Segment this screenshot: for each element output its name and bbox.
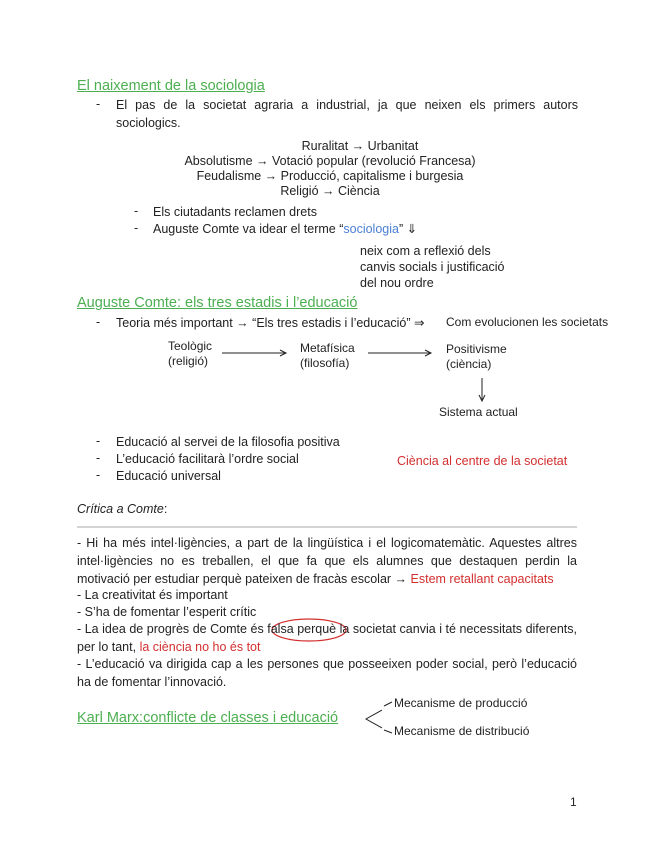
bullet-dash: - [96,468,101,482]
side-note: Ciència al centre de la societat [397,454,568,468]
bullet-comte: L’educació facilitarà l’ordre social [116,452,299,466]
stage-sub: (religió) [168,354,209,368]
marx-branch-tick [384,702,392,706]
transition-line: Ruralitat → Urbanitat [301,139,419,153]
bullet-dash: - [96,434,101,448]
bullet-comte: Educació al servei de la filosofia positiva [116,435,340,449]
note-line: neix com a reflexió dels [360,244,491,258]
transition-line: Feudalisme → Producció, capitalisme i burgesia [196,169,464,183]
critica-p4: - La idea de progrès de Comte és falsa perquè la societat canvia i té necessitats diferents, per lo tant, [77,622,577,654]
bullet-dash: - [96,315,101,329]
stage-sub: (ciència) [446,357,492,371]
transition-line: Absolutisme → Votació popular (revolució Francesa) [184,154,476,168]
critica-title-text: Crítica a Comte [77,502,164,516]
critica-p4-highlight: la ciència no ho és tot [139,640,261,654]
section-heading-marx: Karl Marx:conflicte de classes i educació [77,710,339,726]
bullet-dash: - [96,451,101,465]
transition-line: Religió → Ciència [280,184,380,198]
marx-branch-lines [366,710,382,728]
critica-line: - S’ha de fomentar l’esperit crític [77,605,257,619]
bullet-comte-pre: Auguste Comte va idear el terme “ [153,222,344,236]
critica-p1: - Hi ha més intel·ligències, a part de la lingüística i el logicomatemàtic. Aquestes altres intel·ligències no es treballen, el que fa que els alumnes que destaquen perdin la motivació per estudiar perquè pateixen de fracàs escolar → [77,536,577,586]
intro-text: El pas de la societat agraria a industrial, ja que neixen els primers autors sociologics. [116,98,578,130]
bullet-comte-post: ” ⇓ [398,222,418,236]
bullet-dash: - [96,97,101,111]
critica-line: - La creativitat és important [77,588,228,602]
stage-label: Teològic [168,339,213,353]
stage-label: Metafísica [300,341,355,355]
critica-title [77,500,167,518]
bullet-dash: - [134,221,139,235]
theory-note: Com evolucionen les societats [446,315,609,329]
note-line: del nou ordre [360,276,434,290]
theory-line: Teoria més important → “Els tres estadis i l’educació” ⇒ [116,316,425,330]
page-number: 1 [570,795,577,809]
section-heading-comte: Auguste Comte: els tres estadis i l’educació [77,295,358,311]
critica-paragraph [77,534,577,588]
actual-system: Sistema actual [439,405,518,419]
bullet-comte: Educació universal [116,469,221,483]
marx-branch-tick [384,730,392,733]
critica-paragraph [77,620,577,656]
stage-label: Positivisme [446,342,507,356]
critica-colon: : [163,502,168,516]
critica-paragraph: - L’educació va dirigida cap a les persones que posseeixen poder social, però l’educació ha de fomentar l’innovació. [77,657,577,689]
branch-produccio: Mecanisme de producció [394,696,528,710]
branch-distribucio: Mecanisme de distribució [394,724,530,738]
term-sociologia: sociologia [343,222,399,236]
stage-sub: (filosofía) [300,356,350,370]
critica-p1-highlight: Estem retallant capacitats [410,572,554,586]
note-line: canvis socials i justificació [360,260,505,274]
bullet-dash: - [134,204,139,218]
section-heading-naixement: El naixement de la sociologia [77,78,265,94]
bullet-ciutadans: Els ciutadants reclamen drets [153,205,317,219]
